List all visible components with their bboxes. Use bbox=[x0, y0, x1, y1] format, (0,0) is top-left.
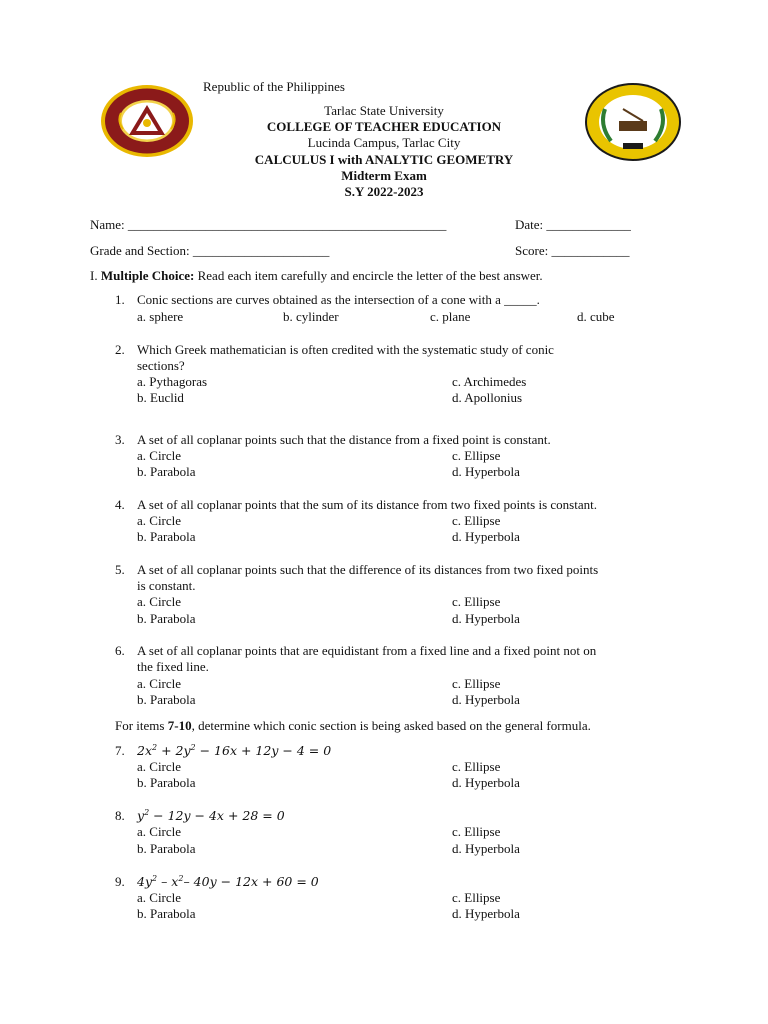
instruction-range: 7-10 bbox=[167, 718, 192, 733]
choice-c[interactable]: c. Ellipse bbox=[452, 448, 501, 463]
question-text: A set of all coplanar points such that the distance from a fixed point is constant. bbox=[137, 432, 551, 447]
choice-d[interactable]: d. Hyperbola bbox=[452, 611, 520, 626]
choice-c[interactable]: c. Ellipse bbox=[452, 594, 501, 609]
choice-c[interactable]: c. Ellipse bbox=[452, 824, 501, 839]
choice-c[interactable]: c. Ellipse bbox=[452, 759, 501, 774]
choice-a[interactable]: a. Circle bbox=[137, 594, 182, 609]
instruction-post: , determine which conic section is being asked based on the general formula. bbox=[191, 718, 591, 733]
instruction-pre: For items bbox=[115, 718, 168, 733]
choice-d[interactable]: d. Hyperbola bbox=[452, 464, 520, 479]
choice-a[interactable]: a. Circle bbox=[137, 513, 182, 528]
choice-d[interactable]: d. Hyperbola bbox=[452, 841, 520, 856]
date-line: _____________ bbox=[546, 217, 631, 232]
items-instruction bbox=[115, 718, 591, 734]
section-instruction: Read each item carefully and encircle the letter of the best answer. bbox=[194, 268, 543, 283]
score-line: ____________ bbox=[551, 243, 630, 258]
choice-b[interactable]: b. Parabola bbox=[137, 464, 196, 479]
question-text-cont: is constant. bbox=[137, 578, 196, 593]
question-number: 5. bbox=[115, 562, 125, 577]
choice-d[interactable]: d. cube bbox=[577, 309, 615, 324]
question-number: 8. bbox=[115, 808, 125, 823]
choice-c[interactable]: c. Archimedes bbox=[452, 374, 527, 389]
choice-a[interactable]: a. Circle bbox=[137, 676, 182, 691]
question-text-cont: sections? bbox=[137, 358, 185, 373]
equation: $y^2 - 12y - 4x + 28 = 0$ bbox=[137, 808, 285, 824]
question-text: A set of all coplanar points such that the difference of its distances from two fixed points bbox=[137, 562, 599, 577]
equation: $2x^2 + 2y^2 - 16x + 12y - 4 = 0$ bbox=[137, 743, 332, 759]
question-text: Conic sections are curves obtained as the intersection of a cone with a _____. bbox=[137, 292, 540, 307]
name-line: _________________________________________________ bbox=[127, 217, 447, 232]
republic-line: Republic of the Philippines bbox=[203, 79, 345, 94]
choice-c[interactable]: c. Ellipse bbox=[452, 890, 501, 905]
choice-a[interactable]: a. sphere bbox=[137, 309, 184, 324]
choice-d[interactable]: d. Hyperbola bbox=[452, 906, 520, 921]
question-text: A set of all coplanar points that the sum of its distance from two fixed points is constant. bbox=[137, 497, 597, 512]
choice-d[interactable]: d. Hyperbola bbox=[452, 692, 520, 707]
choice-a[interactable]: a. Circle bbox=[137, 448, 182, 463]
choice-b[interactable]: b. Parabola bbox=[137, 692, 196, 707]
exam-title: Midterm Exam bbox=[341, 168, 427, 183]
choice-b[interactable]: b. Parabola bbox=[137, 841, 196, 856]
date-field[interactable] bbox=[515, 217, 631, 233]
college-name: COLLEGE OF TEACHER EDUCATION bbox=[266, 119, 502, 134]
choice-a[interactable]: a. Circle bbox=[137, 890, 182, 905]
name-field[interactable] bbox=[90, 217, 446, 233]
grade-line: _____________________ bbox=[192, 243, 330, 258]
choice-d[interactable]: d. Hyperbola bbox=[452, 529, 520, 544]
question-number: 7. bbox=[115, 743, 125, 758]
campus-name: Lucinda Campus, Tarlac City bbox=[307, 135, 461, 150]
choice-a[interactable]: a. Pythagoras bbox=[137, 374, 208, 389]
choice-c[interactable]: c. Ellipse bbox=[452, 676, 501, 691]
score-label: Score: bbox=[515, 243, 552, 258]
choice-b[interactable]: b. Parabola bbox=[137, 775, 196, 790]
section-heading bbox=[90, 268, 543, 284]
score-field[interactable] bbox=[515, 243, 629, 259]
school-year: S.Y 2022-2023 bbox=[344, 184, 424, 199]
section-number: I. bbox=[90, 268, 101, 283]
choice-b[interactable]: b. Euclid bbox=[137, 390, 184, 405]
choice-b[interactable]: b. Parabola bbox=[137, 611, 196, 626]
question-text: Which Greek mathematician is often credited with the systematic study of conic bbox=[137, 342, 554, 357]
question-text-cont: the fixed line. bbox=[137, 659, 209, 674]
course-title: CALCULUS I with ANALYTIC GEOMETRY bbox=[254, 152, 514, 167]
choice-c[interactable]: c. plane bbox=[430, 309, 471, 324]
choice-c[interactable]: c. Ellipse bbox=[452, 513, 501, 528]
grade-label: Grade and Section: bbox=[90, 243, 193, 258]
choice-b[interactable]: b. cylinder bbox=[283, 309, 339, 324]
choice-d[interactable]: d. Apollonius bbox=[452, 390, 523, 405]
question-number: 2. bbox=[115, 342, 125, 357]
university-name: Tarlac State University bbox=[324, 103, 444, 118]
choice-b[interactable]: b. Parabola bbox=[137, 529, 196, 544]
choice-d[interactable]: d. Hyperbola bbox=[452, 775, 520, 790]
question-number: 9. bbox=[115, 874, 125, 889]
choice-a[interactable]: a. Circle bbox=[137, 759, 182, 774]
equation: $4y^2 - x^2-$ 40y − 12x + 60 = 0 bbox=[137, 874, 319, 890]
name-label: Name: bbox=[90, 217, 128, 232]
question-number: 6. bbox=[115, 643, 125, 658]
grade-section-field[interactable] bbox=[90, 243, 329, 259]
choice-b[interactable]: b. Parabola bbox=[137, 906, 196, 921]
choice-a[interactable]: a. Circle bbox=[137, 824, 182, 839]
question-text: A set of all coplanar points that are equidistant from a fixed line and a fixed point not on bbox=[137, 643, 597, 658]
date-label: Date: bbox=[515, 217, 547, 232]
section-title: Multiple Choice: bbox=[100, 268, 195, 283]
question-number: 4. bbox=[115, 497, 125, 512]
question-number: 1. bbox=[115, 292, 125, 307]
question-number: 3. bbox=[115, 432, 125, 447]
